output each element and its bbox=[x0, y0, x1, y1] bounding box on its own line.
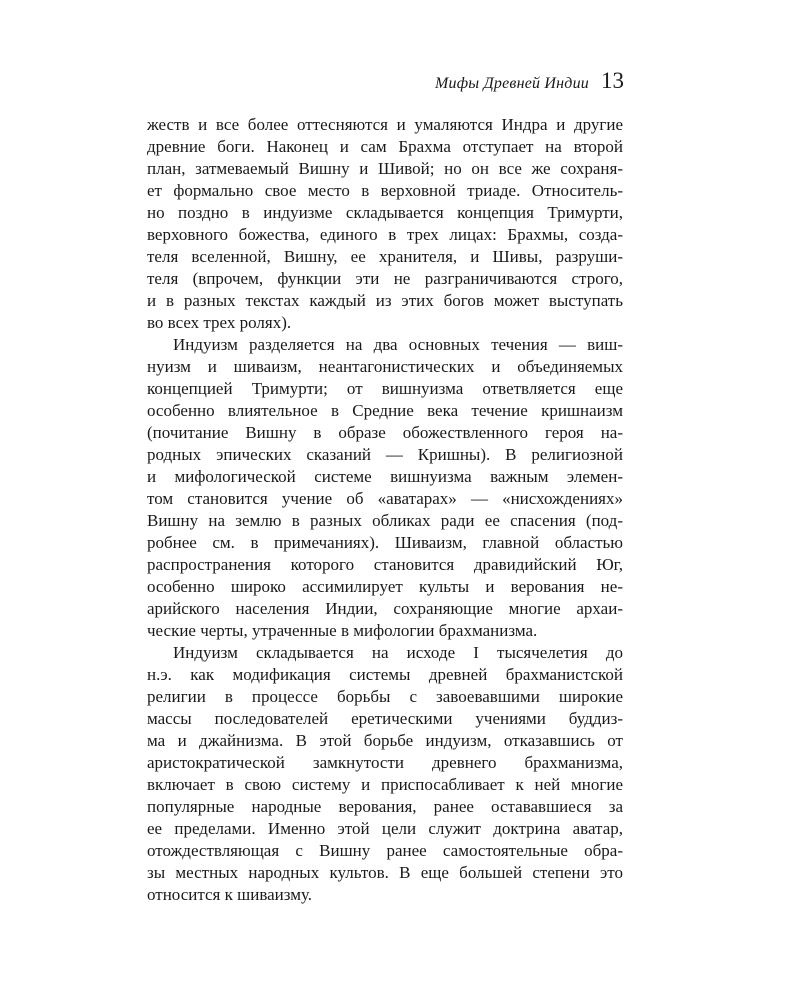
text-line: нуизм и шиваизм, неантагонистических и объединяемых bbox=[147, 357, 623, 376]
text-line: особенно широко ассимилирует культы и верования не- bbox=[147, 577, 623, 596]
body-text bbox=[147, 114, 623, 906]
text-line: (почитание Вишну в образе обожествленного героя на- bbox=[147, 423, 623, 442]
text-line: родных эпических сказаний — Кришны). В религиозной bbox=[147, 445, 623, 464]
text-line: концепцией Тримурти; от вишнуизма ответвляется еще bbox=[147, 379, 623, 398]
paragraph bbox=[147, 334, 623, 642]
text-line: религии в процессе борьбы с завоевавшими широкие bbox=[147, 687, 623, 706]
text-line: Вишну на землю в разных обликах ради ее спасения (под- bbox=[147, 511, 623, 530]
text-line: древние боги. Наконец и сам Брахма отступает на второй bbox=[147, 137, 623, 156]
text-line: во всех трех ролях). bbox=[147, 313, 292, 332]
paragraph bbox=[147, 114, 623, 334]
text-line: особенно влиятельное в Средние века течение кришнаизм bbox=[147, 401, 623, 420]
book-title-header: Мифы Древней Индии bbox=[435, 75, 589, 92]
text-line: теля (впрочем, функции эти не разграничиваются строго, bbox=[147, 269, 623, 288]
page-number: 13 bbox=[601, 68, 624, 93]
text-line: распространения которого становится дравидийский Юг, bbox=[147, 555, 623, 574]
text-line: и в разных текстах каждый из этих богов может выступать bbox=[147, 291, 623, 310]
running-header bbox=[435, 68, 624, 94]
text-line: массы последователей еретическими учениями буддиз- bbox=[147, 709, 623, 728]
text-line: относится к шиваизму. bbox=[147, 885, 313, 904]
text-line: ческие черты, утраченные в мифологии брахманизма. bbox=[147, 621, 538, 640]
text-line: ма и джайнизма. В этой борьбе индуизм, отказавшись от bbox=[147, 731, 623, 750]
text-line: и мифологической системе вишнуизма важным элемен- bbox=[147, 467, 623, 486]
text-line: том становится учение об «аватарах» — «нисхождениях» bbox=[147, 489, 623, 508]
text-line: Индуизм разделяется на два основных течения — виш- bbox=[173, 335, 623, 354]
text-line: Индуизм складывается на исходе I тысячелетия до bbox=[173, 643, 623, 662]
text-line: верховного божества, единого в трех лицах: Брахмы, созда- bbox=[147, 225, 623, 244]
paragraph bbox=[147, 642, 623, 906]
text-line: теля вселенной, Вишну, ее хранителя, и Шивы, разруши- bbox=[147, 247, 623, 266]
text-line: н.э. как модификация системы древней брахманистской bbox=[147, 665, 623, 684]
text-line: план, затмеваемый Вишну и Шивой; но он все же сохраня- bbox=[147, 159, 623, 178]
text-line: популярные народные верования, ранее остававшиеся за bbox=[147, 797, 623, 816]
text-line: аристократической замкнутости древнего брахманизма, bbox=[147, 753, 623, 772]
text-line: зы местных народных культов. В еще большей степени это bbox=[147, 863, 623, 882]
text-line: робнее см. в примечаниях). Шиваизм, главной областью bbox=[147, 533, 623, 552]
text-line: но поздно в индуизме складывается концепция Тримурти, bbox=[147, 203, 623, 222]
text-line: жеств и все более оттесняются и умаляются Индра и другие bbox=[147, 115, 623, 134]
text-line: ее пределами. Именно этой цели служит доктрина аватар, bbox=[147, 819, 623, 838]
text-line: отождествляющая с Вишну ранее самостоятельные обра- bbox=[147, 841, 623, 860]
text-line: ет формально свое место в верховной триаде. Относитель- bbox=[147, 181, 623, 200]
text-line: арийского населения Индии, сохраняющие многие архаи- bbox=[147, 599, 623, 618]
text-line: включает в свою систему и приспосабливает к ней многие bbox=[147, 775, 623, 794]
